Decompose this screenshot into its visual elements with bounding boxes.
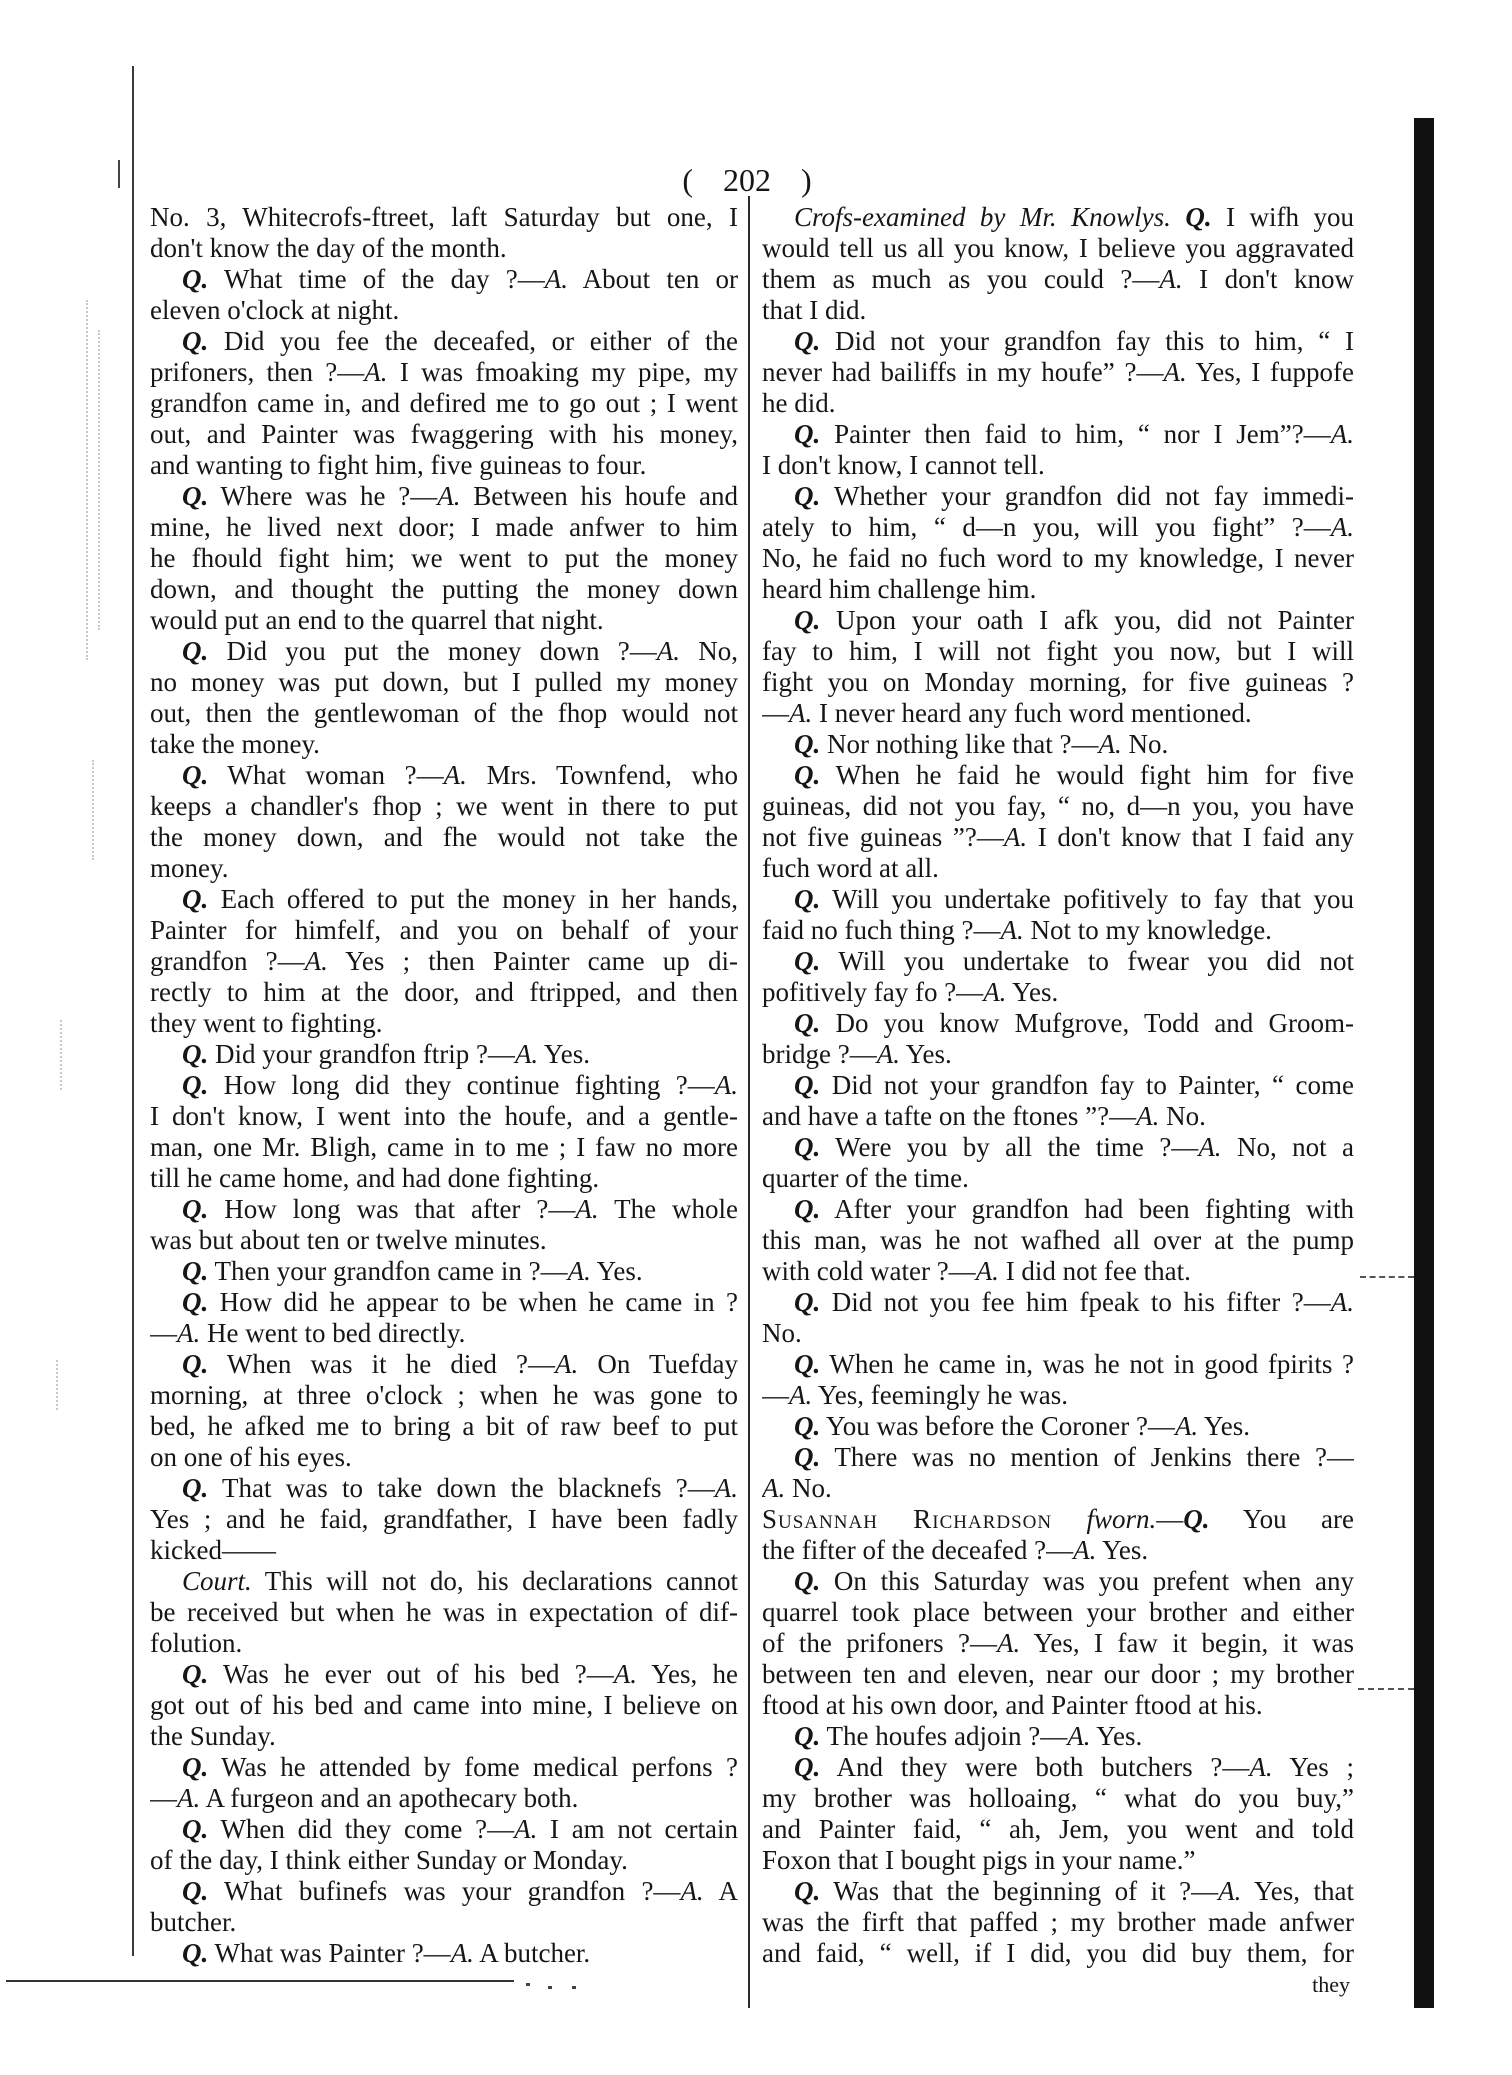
text-line: Q. What was Painter ?—A. A butcher. <box>182 1938 591 1968</box>
paragraph <box>762 605 1354 729</box>
text-line: Q. That was to take down the blacknefs ?—A. <box>182 1473 738 1503</box>
question-marker: Q. <box>794 1194 821 1224</box>
scan-artifact <box>56 1360 58 1410</box>
answer-marker: A. <box>1003 822 1028 852</box>
question-marker: Q. <box>794 1287 821 1317</box>
answer-marker: A. <box>1073 1535 1097 1565</box>
paragraph <box>762 481 1354 605</box>
answer-marker: A. <box>514 1039 539 1069</box>
text-line: Q. Nor nothing like that ?—A. No. <box>794 729 1169 759</box>
text-line: quarrel took place between your brother and either <box>762 1597 1354 1627</box>
text-line: Painter for himfelf, and you on behalf of your <box>150 915 738 945</box>
right-column <box>762 202 1354 1969</box>
text-line: they went to fighting. <box>150 1008 383 1038</box>
left-column <box>150 202 738 1969</box>
paragraph <box>150 1473 738 1566</box>
text-line: I don't know, I cannot tell. <box>762 450 1045 480</box>
answer-marker: A. <box>876 1039 900 1069</box>
question-marker: Q. <box>182 1876 209 1906</box>
text-line: that I did. <box>762 295 867 325</box>
witness-name: Susannah Richardson <box>762 1504 1053 1534</box>
answer-marker: A. <box>1098 729 1122 759</box>
text-line: quarter of the time. <box>762 1163 969 1193</box>
text-line: grandfon came in, and defired me to go out ; I went <box>150 388 738 418</box>
text-line: got out of his bed and came into mine, I believe on <box>150 1690 738 1720</box>
text-line: money. <box>150 853 229 883</box>
text-line: Q. On this Saturday was you prefent when any <box>794 1566 1354 1596</box>
scan-artifact <box>548 1986 552 1989</box>
page-number: ( 202 ) <box>682 162 812 198</box>
question-marker: Q. <box>182 1752 209 1782</box>
text-line: heard him challenge him. <box>762 574 1037 604</box>
text-line: be received but when he was in expectation of dif- <box>150 1597 738 1627</box>
paragraph <box>762 1442 1354 1504</box>
answer-marker: A. <box>177 1318 201 1348</box>
question-marker: Q. <box>182 1256 209 1286</box>
text-line: Q. What woman ?—A. Mrs. Townfend, who <box>182 760 738 790</box>
question-marker: Q. <box>182 636 209 666</box>
answer-marker: A. <box>443 760 467 790</box>
text-line: Q. What time of the day ?—A. About ten or <box>182 264 738 294</box>
question-marker: Q. <box>182 326 209 356</box>
answer-marker: A. <box>1163 357 1187 387</box>
bottom-rule <box>6 1980 514 1982</box>
text-line: kicked—— <box>150 1535 276 1565</box>
answer-marker: A. <box>1136 1101 1160 1131</box>
paragraph <box>150 1256 738 1287</box>
question-marker: Q. <box>182 884 209 914</box>
scan-artifact <box>60 1020 62 1090</box>
paragraph <box>762 1070 1354 1132</box>
text-line: Q. Was he attended by fome medical perfons ? <box>182 1752 738 1782</box>
text-line: and have a tafte on the ftones ”?—A. No. <box>762 1101 1206 1131</box>
paragraph <box>762 419 1354 481</box>
text-line: pofitively fay fo ?—A. Yes. <box>762 977 1059 1007</box>
paragraph <box>762 1752 1354 1876</box>
text-line: —A. A furgeon and an apothecary both. <box>150 1783 579 1813</box>
answer-marker: A. <box>514 1814 538 1844</box>
question-marker: Q. <box>794 326 821 356</box>
text-line: between ten and eleven, near our door ; my brother <box>762 1659 1354 1689</box>
text-line: Court. This will not do, his declarations cannot <box>182 1566 738 1596</box>
answer-marker: A. <box>1218 1876 1242 1906</box>
text-line: ftood at his own door, and Painter ftood at his. <box>762 1690 1263 1720</box>
question-marker: Q. <box>182 760 209 790</box>
italic-text: fworn. <box>1086 1504 1157 1534</box>
scan-artifact <box>86 300 88 660</box>
text-line: with cold water ?—A. I did not fee that. <box>762 1256 1191 1286</box>
scan-artifact <box>98 330 100 630</box>
question-marker: Q. <box>182 1938 209 1968</box>
paragraph <box>762 1721 1354 1752</box>
text-line: no money was put down, but I pulled my money <box>150 667 738 697</box>
answer-marker: A. <box>544 264 568 294</box>
question-marker: Q. <box>1183 1504 1210 1534</box>
text-line: No. 3, Whitecrofs-ftreet, laft Saturday but one, I <box>150 202 738 232</box>
text-line: out, then the gentlewoman of the fhop would not <box>150 698 738 728</box>
text-line: was but about ten or twelve minutes. <box>150 1225 547 1255</box>
text-line: Q. Upon your oath I afk you, did not Painter <box>794 605 1354 635</box>
answer-marker: A. <box>567 1256 591 1286</box>
text-line: guineas, did not you fay, “ no, d—n you, you have <box>762 791 1354 821</box>
text-line: Q. What bufinefs was your grandfon ?—A. A <box>182 1876 738 1906</box>
text-line: Q. There was no mention of Jenkins there ?— <box>794 1442 1354 1472</box>
text-line: Q. Will you undertake pofitively to fay that you <box>794 884 1354 914</box>
text-line: Q. When did they come ?—A. I am not certain <box>182 1814 738 1844</box>
question-marker: Q. <box>182 1814 209 1844</box>
paragraph <box>150 760 738 884</box>
paragraph <box>150 264 738 326</box>
text-line: would tell us all you know, I believe you aggravated <box>762 233 1354 263</box>
text-line: Q. Was that the beginning of it ?—A. Yes, that <box>794 1876 1354 1906</box>
question-marker: Q. <box>794 419 821 449</box>
text-line: mine, he lived next door; I made anfwer to him <box>150 512 738 542</box>
text-line: fight you on Monday morning, for five guineas ? <box>762 667 1354 697</box>
text-line: man, one Mr. Bligh, came in to me ; I faw no more <box>150 1132 738 1162</box>
question-marker: Q. <box>794 1411 821 1441</box>
question-marker: Q. <box>182 1349 209 1379</box>
question-marker: Q. <box>182 264 209 294</box>
text-line: down, and thought the putting the money down <box>150 574 738 604</box>
text-line: Q. Did your grandfon ftrip ?—A. Yes. <box>182 1039 590 1069</box>
text-line: Q. When he faid he would fight him for five <box>794 760 1354 790</box>
answer-marker: A. <box>437 481 461 511</box>
text-line: and Painter faid, “ ah, Jem, you went and told <box>762 1814 1354 1844</box>
text-line: Q. Whether your grandfon did not fay immedi- <box>794 481 1354 511</box>
scan-edge-bar <box>1414 118 1434 2008</box>
text-line: Susannah Richardson fworn.—Q. You are <box>762 1504 1354 1534</box>
text-line: No. <box>762 1318 802 1348</box>
binding-edge-line <box>132 66 134 1956</box>
question-marker: Q. <box>182 1070 209 1100</box>
text-line: butcher. <box>150 1907 237 1937</box>
question-marker: Q. <box>182 1659 209 1689</box>
question-marker: Q. <box>794 884 821 914</box>
text-line: I don't know, I went into the houfe, and a gentle- <box>150 1101 738 1131</box>
question-marker: Q. <box>794 946 821 976</box>
text-line: ately to him, “ d—n you, will you fight” ?—A. <box>762 512 1354 542</box>
scan-artifact <box>526 1983 530 1986</box>
column-divider <box>748 196 750 2008</box>
text-line: Q. Did not your grandfon fay this to him, “ I <box>794 326 1354 356</box>
answer-marker: A. <box>1000 915 1024 945</box>
paragraph <box>150 1566 738 1659</box>
question-marker: Q. <box>794 729 821 759</box>
paragraph <box>762 1504 1354 1566</box>
answer-marker: A. <box>1198 1132 1222 1162</box>
scan-artifact <box>572 1986 576 1989</box>
text-line: he did. <box>762 388 836 418</box>
margin-tick-mark <box>118 160 120 188</box>
paragraph <box>150 1070 738 1194</box>
text-line: prifoners, then ?—A. I was fmoaking my pipe, my <box>150 357 738 387</box>
text-line: this man, was he not wafhed all over at the pump <box>762 1225 1354 1255</box>
text-line: till he came home, and had done fighting. <box>150 1163 600 1193</box>
text-line: never had bailiffs in my houfe” ?—A. Yes, I fuppofe <box>762 357 1354 387</box>
text-line: and faid, “ well, if I did, you did buy them, for <box>762 1938 1354 1968</box>
paragraph <box>150 1752 738 1814</box>
text-line: Q. You was before the Coroner ?—A. Yes. <box>794 1411 1250 1441</box>
text-line: grandfon ?—A. Yes ; then Painter came up di- <box>150 946 738 976</box>
question-marker: Q. <box>794 1008 821 1038</box>
answer-marker: A. <box>1249 1752 1273 1782</box>
answer-marker: A. <box>177 1783 201 1813</box>
text-line: keeps a chandler's fhop ; we went in there to put <box>150 791 738 821</box>
text-line: —A. I never heard any fuch word mentioned. <box>762 698 1252 728</box>
text-line: he fhould fight him; we went to put the money <box>150 543 738 573</box>
text-line: would put an end to the quarrel that night. <box>150 605 604 635</box>
paragraph <box>150 326 738 481</box>
text-line: Q. And they were both butchers ?—A. Yes ; <box>794 1752 1354 1782</box>
paragraph <box>762 326 1354 419</box>
question-marker: Q. <box>182 1194 209 1224</box>
answer-marker: A. <box>1330 512 1354 542</box>
text-line: morning, at three o'clock ; when he was gone to <box>150 1380 738 1410</box>
question-marker: Q. <box>182 1287 209 1317</box>
question-marker: Q. <box>794 1070 821 1100</box>
answer-marker: A. <box>997 1628 1021 1658</box>
paragraph <box>762 884 1354 946</box>
text-line: Q. How long was that after ?—A. The whole <box>182 1194 738 1224</box>
text-line: Yes ; and he faid, grandfather, I have been fadly <box>150 1504 738 1534</box>
text-line: on one of his eyes. <box>150 1442 352 1472</box>
text-line: rectly to him at the door, and ftripped, and then <box>150 977 738 1007</box>
question-marker: Q. <box>1185 202 1212 232</box>
paragraph <box>150 1287 738 1349</box>
scan-artifact <box>92 760 94 860</box>
answer-marker: A. <box>1174 1411 1199 1441</box>
text-line: bridge ?—A. Yes. <box>762 1039 952 1069</box>
text-line: Q. Do you know Mufgrove, Todd and Groom- <box>794 1008 1354 1038</box>
question-marker: Q. <box>794 760 821 790</box>
answer-marker: A. <box>714 1473 738 1503</box>
italic-text: Court. <box>182 1566 252 1596</box>
text-line: A. No. <box>762 1473 832 1503</box>
paragraph <box>150 884 738 1039</box>
answer-marker: A. <box>789 698 813 728</box>
question-marker: Q. <box>794 605 821 635</box>
answer-marker: A. <box>304 946 328 976</box>
text-line: of the prifoners ?—A. Yes, I faw it begin, it was <box>762 1628 1354 1658</box>
scan-artifact <box>1358 1688 1414 1690</box>
text-line: bed, he afked me to bring a bit of raw beef to put <box>150 1411 738 1441</box>
text-line: —A. Yes, feemingly he was. <box>762 1380 1068 1410</box>
text-line: take the money. <box>150 729 320 759</box>
text-line: them as much as you could ?—A. I don't know <box>762 264 1354 294</box>
paragraph <box>150 1814 738 1876</box>
answer-marker: A. <box>680 1876 704 1906</box>
text-line: Q. Each offered to put the money in her hands, <box>182 884 738 914</box>
paragraph <box>762 1876 1354 1969</box>
answer-marker: A. <box>575 1194 599 1224</box>
text-line: was the firft that paffed ; my brother made anfwer <box>762 1907 1354 1937</box>
text-line: Q. Then your grandfon came in ?—A. Yes. <box>182 1256 643 1286</box>
text-line: folution. <box>150 1628 243 1658</box>
text-line: the money down, and fhe would not take the <box>150 822 738 852</box>
answer-marker: A. <box>789 1380 813 1410</box>
paragraph <box>150 1876 738 1938</box>
answer-marker: A. <box>1159 264 1183 294</box>
question-marker: Q. <box>794 1752 821 1782</box>
text-line: Q. Did not you fee him fpeak to his fifter ?—A. <box>794 1287 1354 1317</box>
question-marker: Q. <box>794 1876 821 1906</box>
answer-marker: A. <box>656 636 681 666</box>
text-line: out, and Painter was fwaggering with his money, <box>150 419 738 449</box>
text-line: eleven o'clock at night. <box>150 295 400 325</box>
text-line: Q. The houfes adjoin ?—A. Yes. <box>794 1721 1143 1751</box>
text-line: Q. Painter then faid to him, “ nor I Jem”?—A. <box>794 419 1354 449</box>
paragraph <box>762 1287 1354 1349</box>
answer-marker: A. <box>450 1938 474 1968</box>
text-line: Q. When he came in, was he not in good fpirits ? <box>794 1349 1354 1379</box>
answer-marker: A. <box>1330 1287 1354 1317</box>
text-line: don't know the day of the month. <box>150 233 507 263</box>
text-line: Q. Where was he ?—A. Between his houfe and <box>182 481 738 511</box>
paragraph <box>762 729 1354 760</box>
answer-marker: A. <box>1067 1721 1091 1751</box>
paragraph <box>150 1039 738 1070</box>
question-marker: Q. <box>794 481 821 511</box>
paragraph <box>150 1194 738 1256</box>
paragraph <box>150 202 738 264</box>
question-marker: Q. <box>182 481 209 511</box>
text-line: —A. He went to bed directly. <box>150 1318 466 1348</box>
question-marker: Q. <box>794 1566 821 1596</box>
answer-marker: A. <box>364 357 388 387</box>
paragraph <box>762 1194 1354 1287</box>
question-marker: Q. <box>794 1349 821 1379</box>
paragraph <box>150 481 738 636</box>
paragraph <box>762 202 1354 326</box>
answer-marker: A. <box>714 1070 738 1100</box>
italic-text: Crofs-examined by Mr. Knowlys. <box>794 202 1171 232</box>
paragraph <box>762 1411 1354 1442</box>
question-marker: Q. <box>794 1442 821 1472</box>
question-marker: Q. <box>182 1473 209 1503</box>
text-line: fay to him, I will not fight you now, but I will <box>762 636 1354 666</box>
question-marker: Q. <box>794 1721 821 1751</box>
text-line: Crofs-examined by Mr. Knowlys. Q. I wifh you <box>794 202 1354 232</box>
paragraph <box>150 636 738 760</box>
answer-marker: A. <box>983 977 1007 1007</box>
answer-marker: A. <box>554 1349 579 1379</box>
catchword: they <box>1312 1972 1350 1997</box>
text-line: Q. How did he appear to be when he came in ? <box>182 1287 738 1317</box>
scan-artifact <box>1360 1276 1414 1278</box>
text-line: Q. Did you fee the deceafed, or either of the <box>182 326 738 356</box>
paragraph <box>762 1349 1354 1411</box>
paragraph <box>150 1659 738 1752</box>
answer-marker: A. <box>1330 419 1354 449</box>
text-line: of the day, I think either Sunday or Monday. <box>150 1845 628 1875</box>
text-line: Q. Did not your grandfon fay to Painter, “ come <box>794 1070 1354 1100</box>
text-line: the Sunday. <box>150 1721 276 1751</box>
text-line: Foxon that I bought pigs in your name.” <box>762 1845 1196 1875</box>
text-line: Q. How long did they continue fighting ?—A. <box>182 1070 738 1100</box>
text-line: the fifter of the deceafed ?—A. Yes. <box>762 1535 1149 1565</box>
text-line: Q. Will you undertake to fwear you did not <box>794 946 1354 976</box>
text-line: Q. Were you by all the time ?—A. No, not a <box>794 1132 1354 1162</box>
question-marker: Q. <box>794 1132 821 1162</box>
text-line: Q. Did you put the money down ?—A. No, <box>182 636 738 666</box>
answer-marker: A. <box>975 1256 999 1286</box>
paragraph <box>762 946 1354 1008</box>
paragraph <box>150 1938 738 1969</box>
paragraph <box>762 760 1354 884</box>
text-line: Q. When was it he died ?—A. On Tuefday <box>182 1349 738 1379</box>
text-line: faid no fuch thing ?—A. Not to my knowledge. <box>762 915 1272 945</box>
answer-marker: A. <box>762 1473 786 1503</box>
text-line: my brother was holloaing, “ what do you buy,” <box>762 1783 1354 1813</box>
paragraph <box>762 1008 1354 1070</box>
paragraph <box>762 1566 1354 1721</box>
text-line: Q. After your grandfon had been fighting with <box>794 1194 1354 1224</box>
text-line: not five guineas ”?—A. I don't know that I faid any <box>762 822 1354 852</box>
text-line: No, he faid no fuch word to my knowledge, I never <box>762 543 1354 573</box>
paragraph <box>762 1132 1354 1194</box>
answer-marker: A. <box>613 1659 638 1689</box>
paragraph <box>150 1349 738 1473</box>
text-line: and wanting to fight him, five guineas to four. <box>150 450 647 480</box>
text-line: Q. Was he ever out of his bed ?—A. Yes, he <box>182 1659 738 1689</box>
question-marker: Q. <box>182 1039 209 1069</box>
text-line: fuch word at all. <box>762 853 939 883</box>
